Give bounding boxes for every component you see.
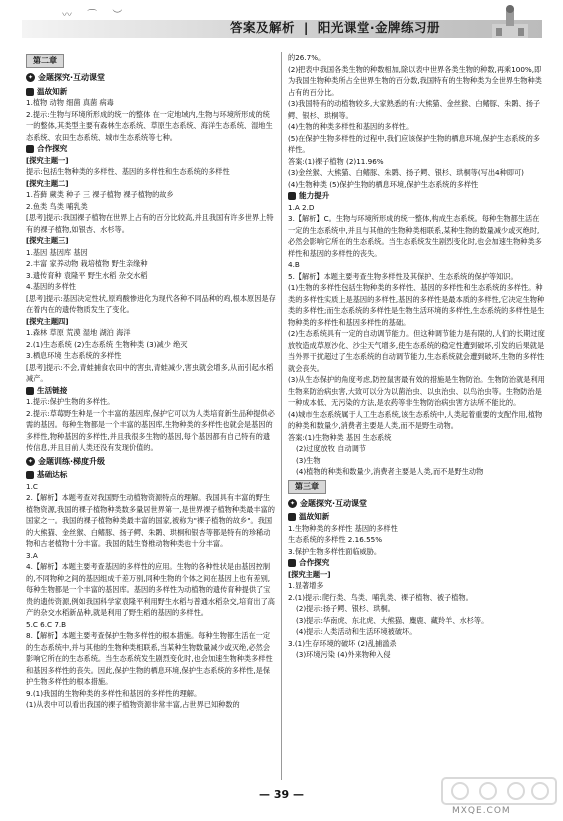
subsection-marker-icon bbox=[288, 513, 296, 521]
answer-line: 生态系统的多样性 2.16.55% bbox=[288, 535, 383, 544]
left-column bbox=[26, 52, 276, 711]
subsection-heading bbox=[288, 557, 545, 569]
answer-line: 1.基因 基因库 基因 bbox=[26, 247, 88, 257]
answer-line: (4)城市生态系统属于人工生态系统,该生态系统中,人类起着重要的支配作用,植物的种类和数量少,消费者主要是人类,而不是野生动物。 bbox=[288, 409, 543, 430]
subsection-title: 生活链接 bbox=[37, 385, 68, 395]
subsection-marker-icon bbox=[288, 192, 296, 200]
subsection-heading bbox=[26, 143, 276, 155]
section-title: 金题探究·互动课堂 bbox=[300, 498, 368, 508]
answer-line: 2.提示:草莓野生种是一个丰富的基因库,保护它可以为人类培育新生品种提供必需的基因。每种生物都是一个丰富的基因库,生物种类的多样性也就会是基因的多样性,物种基因的多样性,并且我很多生物的基因,每个基因都有自己特有的遗传信息,并且目前人类还没有发现价值的。 bbox=[26, 408, 275, 452]
topic-heading: [探究主题四] bbox=[26, 316, 69, 326]
answer-line: 3.栖息环境 生态系统的多样性 bbox=[26, 351, 122, 360]
watermark-text: MXQE.COM bbox=[452, 806, 511, 816]
topic-heading: [探究主题一] bbox=[288, 569, 331, 579]
answer-line: 1.提示:保护生物的多样性。 bbox=[26, 397, 115, 406]
answer-line: (4)提示:人类活动和生活环境被破坏。 bbox=[296, 627, 417, 636]
section-marker-icon: ✦ bbox=[27, 74, 34, 81]
answer-line: 2.【解析】本题考查对我国野生动植物资源特点的理解。我国具有丰富的野生植物资源,我国的裸子植物种类数多量居世界第一,是世界裸子植物种类最丰富的国家之一。我国的裸子植物种类最丰富的国家,被称为"裸子植物的故乡"。我国的大熊猫、金丝猴、白鳍豚、扬子鳄、朱鹮、珙桐和银杏等都是特有的珍稀动物和古老植物十分丰富。我国的陆生脊椎动物种类也十分丰富。 bbox=[26, 493, 275, 548]
page-number: — 39 — bbox=[259, 788, 304, 801]
topic-heading: [探究主题二] bbox=[26, 178, 69, 188]
right-column bbox=[288, 52, 545, 661]
answer-line: [思考]提示:不会,青蛙捕食农田中的害虫,青蛙减少,害虫就会增多,从而引起水稻减产。 bbox=[26, 362, 274, 383]
subsection-marker-icon bbox=[288, 559, 296, 567]
subsection-marker-icon bbox=[26, 471, 34, 479]
subsection-title: 温故知新 bbox=[299, 512, 330, 521]
subsection-title: 温故知新 bbox=[37, 86, 68, 96]
subsection-heading bbox=[288, 511, 545, 523]
answer-line: 2.(1)生态系统 (2)生态系统 生物种类 (3)减少 绝灭 bbox=[26, 339, 188, 349]
answer-line: [思考]提示:我国裸子植物在世界上占有的百分比较高,并且我国有许多世界上特有的裸子植物,如银杏、水杉等。 bbox=[26, 213, 274, 234]
answer-line: 2.提示:生物与环境所形成的统一的整体 在一定地域内,生物与环境所形成的统一的整体,其类型主要有森林生态系统、草原生态系统、海洋生态系统、湿地生态系统、农田生态系统、城市生态系统等七种。 bbox=[26, 109, 273, 142]
answer-line: (4)生物种类 (5)保护生物的栖息环境,保护生态系统的多样性 bbox=[288, 179, 479, 189]
subsection-heading bbox=[26, 86, 276, 98]
answer-line: 2.鱼类 鸟类 哺乳类 bbox=[26, 201, 88, 211]
section-heading bbox=[26, 72, 276, 84]
answer-line: 5.【解析】本题主要考查生物多样性及其保护、生态系统的保护等知识。 bbox=[288, 271, 518, 281]
answer-line: 1.C bbox=[26, 481, 38, 491]
column-divider bbox=[281, 52, 282, 780]
answer-line: 1.显著增多 bbox=[288, 581, 324, 590]
answer-line: (5)在保护生物多样性的过程中,我们应该保护生物的栖息环境,保护生态系统的多样性。 bbox=[288, 133, 540, 154]
page-header bbox=[0, 0, 563, 44]
birds-decoration-icon: 〰 ⌒ ︶ bbox=[62, 10, 129, 21]
answer-line: 5.C 6.C 7.B bbox=[26, 619, 67, 629]
answer-line: 的26.7%。 bbox=[288, 53, 326, 62]
header-brand: 阳光课堂·金牌练习册 bbox=[317, 20, 441, 35]
answer-line: 4.基因的多样性 bbox=[26, 282, 76, 291]
answer-line: 3.遗传育种 袁隆平 野生水稻 杂交水稻 bbox=[26, 270, 148, 280]
answer-line: 答案:(1)生物种类 基因 生态系统 bbox=[288, 432, 392, 442]
answer-line: (4)植物的种类和数量少,消费者主要是人类,而不是野生动物 bbox=[296, 467, 484, 476]
answer-line: (3)从生态保护的角度考虑,防控鼠害最有效的措施是生物防治。生物防治就是利用生物来防治病虫害,大致可以分为以菌治虫、以虫治虫、以鸟治虫等。生物防治是一种成本低、无污染的方法,是农药等非生物防治病虫害方法所不能比的。 bbox=[288, 375, 545, 407]
answer-line: 3.A bbox=[26, 550, 38, 560]
answer-line: (3)环境污染 (4)外来物种入侵 bbox=[296, 650, 391, 659]
content-columns bbox=[26, 52, 545, 782]
answer-line: (3)提示:华南虎、东北虎、大熊猫、麋鹿、藏羚羊、水杉等。 bbox=[296, 615, 489, 625]
topic-heading: [探究主题一] bbox=[26, 155, 69, 165]
subsection-title: 能力提升 bbox=[299, 191, 330, 200]
answer-line: 答案:(1)裸子植物 (2)11.96% bbox=[288, 156, 384, 166]
chapter-heading: 第二章 bbox=[26, 54, 64, 68]
answer-line: 1.A 2.D bbox=[288, 202, 315, 212]
answer-line: 3.保护生物多样性面临威胁。 bbox=[288, 546, 382, 556]
answer-line: 4.B bbox=[288, 260, 300, 269]
subsection-title: 基础达标 bbox=[37, 470, 68, 479]
section-heading bbox=[26, 456, 276, 468]
answer-line: (2)过度放牧 自动调节 bbox=[296, 444, 366, 453]
subsection-heading bbox=[288, 190, 545, 202]
subsection-marker-icon bbox=[26, 145, 34, 153]
subsection-marker-icon bbox=[26, 387, 34, 395]
answer-line: 9.(1)我国的生物种类的多样性和基因的多样性的理解。 bbox=[26, 688, 202, 698]
answer-line: 2.(1)提示:爬行类、鸟类、哺乳类、裸子植物、被子植物。 bbox=[288, 592, 473, 602]
subsection-heading bbox=[26, 469, 276, 481]
section-marker-icon: ✦ bbox=[27, 457, 34, 465]
answer-line: [思考]提示:基因决定性状,原鸡酸惨进化为现代各种不同品种的鸡,根本原因是存在着内在的遗传物质发生了变化。 bbox=[26, 293, 276, 314]
answer-line: 1.森林 草原 荒漠 湿地 湖泊 海洋 bbox=[26, 328, 131, 337]
answer-line: 8.【解析】本题主要考查保护生物多样性的根本措施。每种生物都生活在一定的生态系统中,并与其他的生物种类相联系,当某种生物数量减少或灭绝,必然会影响它所在的生态系统。当生态系统发生剧烈变化时,也会加速生物种类多样性和基因多样性的丧失。因此,保护生物的栖息环境,保护生态系统的多样性,是保护生物多样性的根本措施。 bbox=[26, 631, 273, 686]
answer-line: (3)我国特有的动植物较多,大家熟悉的有:大熊猫、金丝猴、白鳍豚、朱鹮、扬子鳄、银杉、珙桐等。 bbox=[288, 99, 541, 120]
section-marker-icon: ✦ bbox=[289, 499, 296, 507]
answer-line: (2)提示:扬子鳄、银杉、珙桐。 bbox=[296, 604, 395, 613]
answer-line: (4)生物的种类多样性和基因的多样性。 bbox=[288, 122, 414, 131]
subsection-heading bbox=[26, 385, 276, 397]
section-title: 金题训练·梯度升级 bbox=[38, 456, 106, 466]
answer-line: 2.丰富 家养动物 栽培植物 野生亲缘种 bbox=[26, 259, 148, 268]
lighthouse-decoration-icon bbox=[488, 4, 532, 38]
answer-line: (3)金丝猴、大熊猫、白鳍豚、朱鹮、扬子鳄、银杉、珙桐等(写出4种即可) bbox=[288, 168, 524, 177]
answer-line: (1)从表中可以看出我国的裸子植物资源非常丰富,占世界已知种数的 bbox=[26, 700, 240, 709]
header-left-label: 答案及解析 bbox=[230, 20, 296, 35]
subsection-marker-icon bbox=[26, 88, 34, 96]
answer-line: 1.苔藓 蕨类 种子 三 裸子植物 裸子植物的故乡 bbox=[26, 190, 174, 199]
answer-line: 4.【解析】本题主要考查基因的多样性的应用。生物的各种性状是由基因控制的,不同物种之间的基因组成千差万别,同种生物的个体之间在基因上也有差别,每种生物都是一个丰富的基因库。基因的多样性为动植物的遗传育种提供了宝贵的遗传资源,例如我国科学家袁隆平利用野生水稻与普通水稻杂交,培育出了高产的杂交水稻新品种,就是利用了野生稻的基因的多样性。 bbox=[26, 562, 275, 617]
answer-line: (1)生物的多样性包括生物种类的多样性、基因的多样性和生态系统的多样性。种类的多样性实质上是基因的多样性,基因的多样性是最本质的多样性,它决定生物种类的多样性;而生态系统的多样性是生物生活环境的多样性,生态系统的多样性是生物种类的多样性和基因多样性的基础。 bbox=[288, 283, 545, 327]
answer-line: 提示:包括生物种类的多样性、基因的多样性和生态系统的多样性 bbox=[26, 167, 230, 176]
section-title: 金题探究·互动课堂 bbox=[38, 73, 106, 82]
header-title: 答案及解析 | 阳光课堂·金牌练习册 bbox=[230, 20, 441, 35]
answer-line: 1.植物 动物 细菌 真菌 病毒 bbox=[26, 98, 114, 107]
answer-line: 3.(1)生存环境的破坏 (2)乱捕滥杀 bbox=[288, 638, 397, 648]
answer-line: 3.【解析】C。生物与环境所形成的统一整体,构成生态系统。每种生物都生活在一定的生态系统中,并且与其他的生物种类相联系,某种生物的数量减少或灭绝时,必然会影响它所在的生态系统。当生态系统发生剧烈变化时,也会加速生物种类多样性和基因的多样性的丧失。 bbox=[288, 214, 542, 258]
answer-line: (2)把表中我国各类生物的种数相加,除以表中世界各类生物的种数,再乘100%,即为我国生物种类所占全世界生物的百分数,我国特有的生物种类为全世界生物种类占有的百分比。 bbox=[288, 64, 542, 97]
topic-heading: [探究主题三] bbox=[26, 236, 69, 245]
chapter-heading: 第三章 bbox=[288, 480, 326, 494]
subsection-title: 合作探究 bbox=[37, 144, 68, 153]
answer-line: (2)生态系统具有一定的自动调节能力。但这种调节能力是有限的,人们的长期过度放牧造成草原沙化、沙尘天气增多,使生态系统的稳定性遭到破坏,引发的后果就是当外界干扰超过了生态系统的自动调节能力,生态系统就会遭到破坏,生物的多样性就会丧失。 bbox=[288, 329, 545, 373]
answer-line: (3)生物 bbox=[296, 455, 321, 465]
section-heading bbox=[288, 498, 545, 510]
answer-line: 1.生物种类的多样性 基因的多样性 bbox=[288, 523, 398, 533]
subsection-title: 合作探究 bbox=[299, 558, 330, 567]
